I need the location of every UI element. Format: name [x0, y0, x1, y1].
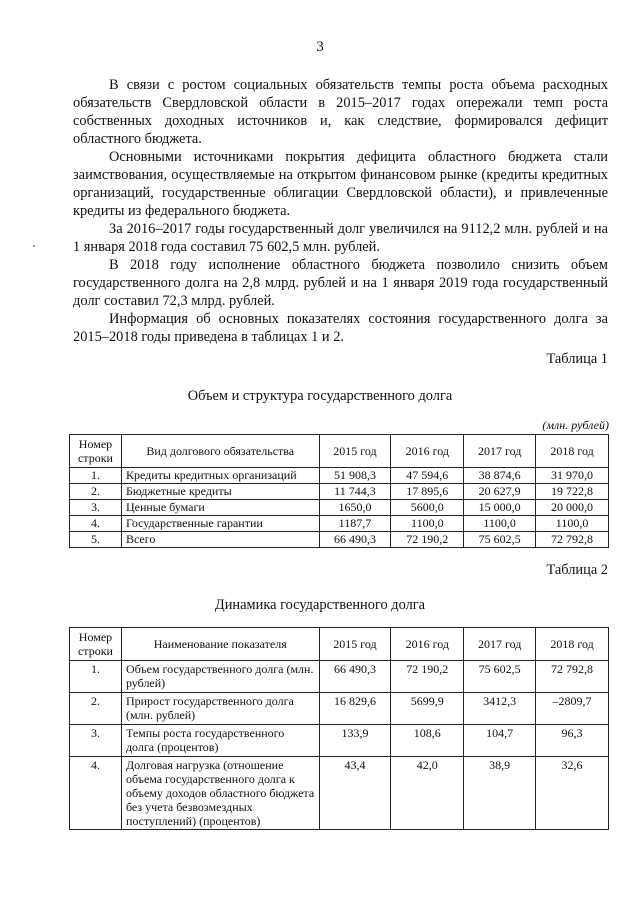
debt-dynamics-table [69, 627, 609, 830]
header-cell: 2016 год [391, 628, 464, 661]
paragraph: В связи с ростом социальных обязательств темпы роста объема расходных обязательств Свердловской области в 2015–2017 годах опережали темп роста собственных доходных источников и, как следствие, формировался дефицит областного бюджета. [73, 77, 608, 147]
value-cell: 66 490,3 [319, 532, 391, 548]
row-number: 4. [70, 757, 122, 830]
paragraph: В 2018 году исполнение областного бюджета позволило снизить объем государственного долга на 2,8 млрд. рублей и на 1 января 2019 года государственный долг составил 72,3 млрд. рублей. [73, 257, 608, 309]
value-cell: 19 722,8 [536, 484, 609, 500]
value-cell: 3412,3 [464, 693, 536, 725]
value-cell: 72 190,2 [391, 532, 464, 548]
table-row [70, 693, 609, 725]
table-row [70, 484, 609, 500]
row-label: Темпы роста государственного долга (процентов) [121, 725, 319, 757]
header-cell: 2015 год [319, 435, 391, 468]
row-label: Долговая нагрузка (отношение объема государственного долга к объему доходов областного бюджета без учета безвозмездных поступлений) (процентов) [121, 757, 319, 830]
header-cell: 2017 год [464, 628, 536, 661]
row-label: Государственные гарантии [121, 516, 319, 532]
row-number: 2. [70, 693, 122, 725]
value-cell: 75 602,5 [464, 661, 536, 693]
header-cell: 2015 год [319, 628, 391, 661]
value-cell: 72 792,8 [536, 661, 609, 693]
value-cell: 133,9 [319, 725, 391, 757]
value-cell: 31 970,0 [536, 468, 609, 484]
value-cell: 1650,0 [319, 500, 391, 516]
table-header-row [70, 628, 609, 661]
value-cell: 5699,9 [391, 693, 464, 725]
value-cell: 17 895,6 [391, 484, 464, 500]
row-number: 1. [70, 661, 122, 693]
value-cell: 20 627,9 [464, 484, 536, 500]
table1-caption: Таблица 1 [546, 351, 608, 367]
value-cell: 72 792,8 [536, 532, 609, 548]
value-cell: 51 908,3 [319, 468, 391, 484]
table-row [70, 661, 609, 693]
row-label: Кредиты кредитных организаций [121, 468, 319, 484]
header-cell: 2018 год [536, 435, 609, 468]
header-cell: 2016 год [391, 435, 464, 468]
row-number: 3. [70, 725, 122, 757]
table-header-row [70, 435, 609, 468]
row-number: 4. [70, 516, 122, 532]
value-cell: 96,3 [536, 725, 609, 757]
value-cell: 38,9 [464, 757, 536, 830]
page-number: 3 [316, 39, 324, 55]
value-cell: 108,6 [391, 725, 464, 757]
row-label: Ценные бумаги [121, 500, 319, 516]
row-number: 2. [70, 484, 122, 500]
value-cell: 66 490,3 [319, 661, 391, 693]
header-cell: Номер строки [70, 435, 122, 468]
value-cell: 20 000,0 [536, 500, 609, 516]
scan-artifact [33, 245, 35, 247]
header-cell: Вид долгового обязательства [121, 435, 319, 468]
row-number: 1. [70, 468, 122, 484]
value-cell: 11 744,3 [319, 484, 391, 500]
table-row [70, 468, 609, 484]
header-cell: 2018 год [536, 628, 609, 661]
row-label: Объем государственного долга (млн. рублей) [121, 661, 319, 693]
table2-caption: Таблица 2 [546, 562, 608, 578]
header-cell: Наименование показателя [121, 628, 319, 661]
header-cell: Номер строки [70, 628, 122, 661]
value-cell: 1100,0 [464, 516, 536, 532]
value-cell: –2809,7 [536, 693, 609, 725]
value-cell: 1187,7 [319, 516, 391, 532]
value-cell: 15 000,0 [464, 500, 536, 516]
value-cell: 72 190,2 [391, 661, 464, 693]
body-text [73, 76, 608, 346]
value-cell: 32,6 [536, 757, 609, 830]
table1-units: (млн. рублей) [542, 418, 609, 432]
value-cell: 5600,0 [391, 500, 464, 516]
row-number: 3. [70, 500, 122, 516]
value-cell: 1100,0 [536, 516, 609, 532]
paragraph: Основными источниками покрытия дефицита областного бюджета стали заимствования, осуществляемые на открытом финансовом рынке (кредиты кредитных организаций, государственные облигации Свердловской области), и привлеченные кредиты из федерального бюджета. [73, 149, 608, 219]
table1-title: Объем и структура государственного долга [187, 388, 453, 404]
value-cell: 1100,0 [391, 516, 464, 532]
value-cell: 38 874,6 [464, 468, 536, 484]
table-row [70, 500, 609, 516]
table2-title: Динамика государственного долга [214, 597, 426, 613]
row-label: Всего [121, 532, 319, 548]
paragraph: Информация об основных показателях состояния государственного долга за 2015–2018 годы приведена в таблицах 1 и 2. [73, 311, 608, 345]
paragraph: За 2016–2017 годы государственный долг увеличился на 9112,2 млн. рублей и на 1 января 2018 года составил 75 602,5 млн. рублей. [73, 221, 608, 255]
table-row [70, 516, 609, 532]
value-cell: 104,7 [464, 725, 536, 757]
table-row-total [70, 532, 609, 548]
value-cell: 75 602,5 [464, 532, 536, 548]
value-cell: 42,0 [391, 757, 464, 830]
value-cell: 16 829,6 [319, 693, 391, 725]
table-row [70, 725, 609, 757]
row-label: Бюджетные кредиты [121, 484, 319, 500]
value-cell: 47 594,6 [391, 468, 464, 484]
row-number: 5. [70, 532, 122, 548]
table-row [70, 757, 609, 830]
debt-structure-table [69, 434, 609, 548]
value-cell: 43,4 [319, 757, 391, 830]
row-label: Прирост государственного долга (млн. рублей) [121, 693, 319, 725]
header-cell: 2017 год [464, 435, 536, 468]
